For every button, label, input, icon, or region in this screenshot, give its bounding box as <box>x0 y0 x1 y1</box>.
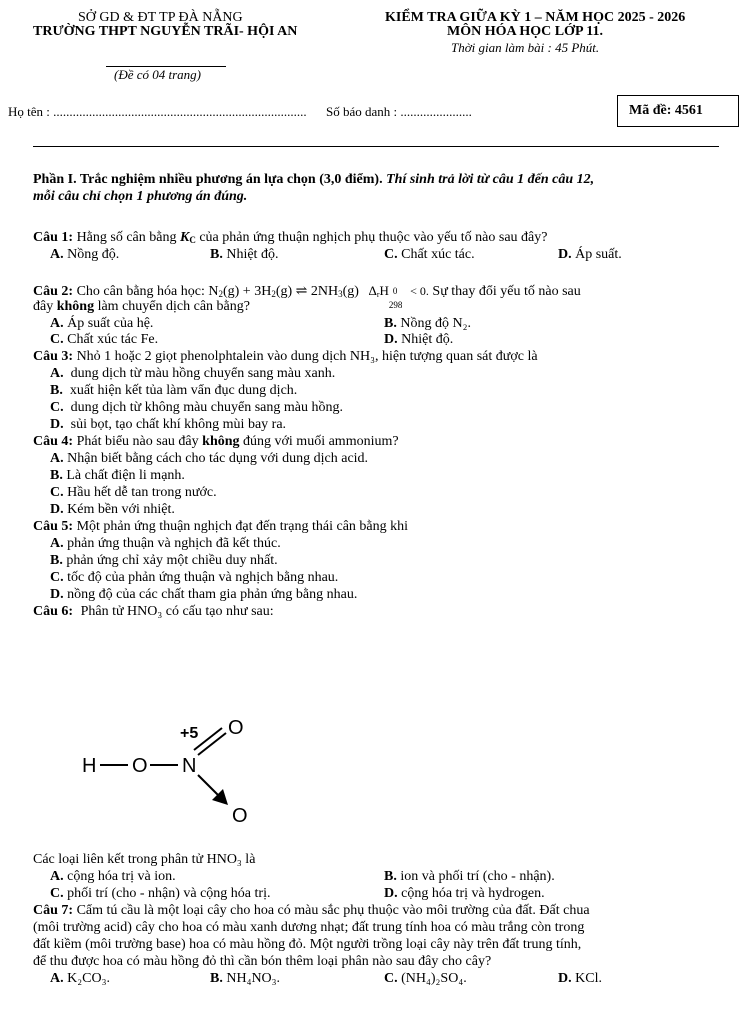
option-text: Áp suất. <box>575 247 622 262</box>
question-label: Câu 4: <box>33 434 74 449</box>
question-label: Câu 2: <box>33 284 74 299</box>
exam-title: KIỂM TRA GIỮA KỲ 1 – NĂM HỌC 2025 - 2026 <box>385 10 686 25</box>
option-c[interactable] <box>384 247 475 263</box>
question-4: Câu 4: Phát biểu nào sau đây không đúng với muối ammonium? <box>33 434 399 449</box>
school-name: TRƯỜNG THPT NGUYỄN TRÃI- HỘI AN <box>33 24 298 39</box>
option-c[interactable]: C. tốc độ của phản ứng thuận và nghịch bằng nhau. <box>50 570 339 585</box>
option-a[interactable]: A. Nhận biết bằng cách cho tác dụng với dung dịch acid. <box>50 451 369 466</box>
question-label: Câu 7: <box>33 903 74 918</box>
option-a[interactable]: A. K₂CO₃. <box>50 971 110 986</box>
option-a[interactable] <box>50 247 119 263</box>
option-letter: D. <box>558 247 572 262</box>
question-text: của phản ứng thuận nghịch phụ thuộc vào yếu tố nào sau đây? <box>199 230 548 245</box>
question-text: Sự thay đổi yếu tố nào sau <box>432 284 581 299</box>
nitrogen-atom: N <box>182 755 197 777</box>
option-d[interactable] <box>558 247 622 263</box>
question-label: Câu 5: <box>33 519 74 534</box>
header-divider <box>33 146 719 147</box>
emphasis: không <box>56 299 95 314</box>
question-text: Phân tử HNO₃ có cấu tạo như sau: <box>80 604 274 619</box>
kc-symbol: K <box>179 230 190 245</box>
kc-subscript: C <box>189 235 196 245</box>
question-text: Cẩm tú cầu là một loại cây cho hoa có màu sắc phụ thuộc vào môi trường của đất. Đất chua <box>76 903 590 918</box>
option-a[interactable]: A. dung dịch từ màu hồng chuyển sang màu xanh. <box>50 366 336 381</box>
option-text: Nồng độ. <box>67 247 120 262</box>
option-b[interactable]: B. xuất hiện kết tủa làm vẩn đục dung dịch. <box>50 383 298 398</box>
option-text: Nhiệt độ. <box>226 247 279 262</box>
question-6-followup: Các loại liên kết trong phân tử HNO₃ là <box>33 852 256 867</box>
enthalpy: $\Delta_rH$ 0 298 < 0. <box>368 283 429 310</box>
coordinate-bond <box>198 775 220 797</box>
question-label: Câu 1: <box>33 230 74 245</box>
hydrogen-atom: H <box>82 755 97 777</box>
option-letter: B. <box>210 247 223 262</box>
part1-title-bold: Phần I. Trắc nghiệm nhiều phương án lựa chọn (3,0 điểm). <box>33 172 383 187</box>
question-3 <box>33 349 538 365</box>
option-d[interactable]: D. sủi bọt, tạo chất khí không mùi bay ra. <box>50 417 287 432</box>
part1-instruction-line2: mỗi câu chỉ chọn 1 phương án đúng. <box>33 189 248 204</box>
option-text: Chất xúc tác. <box>401 247 475 262</box>
option-d[interactable]: D. Nhiệt độ. <box>384 332 454 347</box>
option-b[interactable]: B. ion và phối trí (cho - nhận). <box>384 869 555 884</box>
subject-title: MÔN HÓA HỌC LỚP 11. <box>447 24 603 39</box>
question-text: Hằng số cân bằng <box>76 230 177 245</box>
page-count-note: (Đề có 04 trang) <box>114 67 202 82</box>
option-b[interactable]: B. Nồng độ N₂. <box>384 316 471 331</box>
question-7-line2: (môi trường acid) cây cho hoa có màu xanh dương nhạt; đất trung tính hoa có màu trắng còn trong <box>33 920 585 935</box>
option-a[interactable]: A. cộng hóa trị và ion. <box>50 869 176 884</box>
option-b[interactable]: B. phản ứng chỉ xảy một chiều duy nhất. <box>50 553 278 568</box>
department-name: SỞ GD & ĐT TP ĐÀ NẴNG <box>78 10 243 25</box>
oxygen-top-atom: O <box>228 717 244 739</box>
question-7 <box>33 903 590 919</box>
part1-title <box>33 172 743 188</box>
oxygen-atom: O <box>132 755 148 777</box>
option-a[interactable]: A. phản ứng thuận và nghịch đã kết thúc. <box>50 536 281 551</box>
question-text: Nhỏ 1 hoặc 2 giọt phenolphtalein vào dung dịch NH₃, hiện tượng quan sát được là <box>76 349 538 364</box>
emphasis: không <box>202 434 240 449</box>
question-5 <box>33 519 408 535</box>
option-c[interactable]: C. Hầu hết dễ tan trong nước. <box>50 485 217 500</box>
option-d[interactable]: D. cộng hóa trị và hydrogen. <box>384 886 545 901</box>
option-b[interactable]: B. NH₄NO₃. <box>210 971 281 986</box>
option-d[interactable]: D. KCl. <box>558 971 602 986</box>
question-7-line4: để thu được hoa có màu hồng đỏ thì cần bón thêm loại phân nào sau đây cho cây? <box>33 954 492 969</box>
hno3-structure-diagram <box>70 700 270 830</box>
student-name-field[interactable]: Họ tên : .............................................................................. <box>8 104 307 119</box>
question-1 <box>33 230 548 248</box>
option-d[interactable]: D. Kém bền với nhiệt. <box>50 502 175 517</box>
oxygen-bottom-atom: O <box>232 805 248 827</box>
duration-note: Thời gian làm bài : 45 Phút. <box>451 40 600 55</box>
option-c[interactable]: C. Chất xúc tác Fe. <box>50 332 159 347</box>
question-6 <box>33 604 274 620</box>
oxidation-state: +5 <box>180 725 199 742</box>
question-label: Câu 3: <box>33 349 74 364</box>
candidate-number-field[interactable]: Số báo danh : ...................... <box>326 104 472 119</box>
equation: Cho cân bằng hóa học: $N_2(g) + 3H_2(g)$ ⇌ $2NH_3(g)$ <box>76 284 359 299</box>
option-letter: A. <box>50 247 64 262</box>
question-7-line3: đất kiềm (môi trường base) hoa có màu hồng đỏ. Một người trồng loại cây này trên đất trung tính, <box>33 937 582 952</box>
question-text: Một phản ứng thuận nghịch đạt đến trạng thái cân bằng khi <box>76 519 409 534</box>
option-c[interactable]: C. (NH₄)₂SO₄. <box>384 971 467 986</box>
option-b[interactable]: B. Là chất điện li mạnh. <box>50 468 185 483</box>
option-a[interactable]: A. Áp suất của hệ. <box>50 316 154 331</box>
option-b[interactable] <box>210 247 278 263</box>
part1-instruction: Thí sinh trả lời từ câu 1 đến câu 12, <box>386 172 595 187</box>
question-label: Câu 6: <box>33 604 74 619</box>
option-c[interactable]: C. dung dịch từ không màu chuyển sang màu hồng. <box>50 400 344 415</box>
exam-code: Mã đề: 4561 <box>629 103 703 118</box>
option-letter: C. <box>384 247 398 262</box>
option-c[interactable]: C. phối trí (cho - nhận) và cộng hóa trị. <box>50 886 271 901</box>
question-2-line2: đây không làm chuyển dịch cân bằng? <box>33 299 250 314</box>
option-d[interactable]: D. nồng độ của các chất tham gia phản ứng bằng nhau. <box>50 587 358 602</box>
